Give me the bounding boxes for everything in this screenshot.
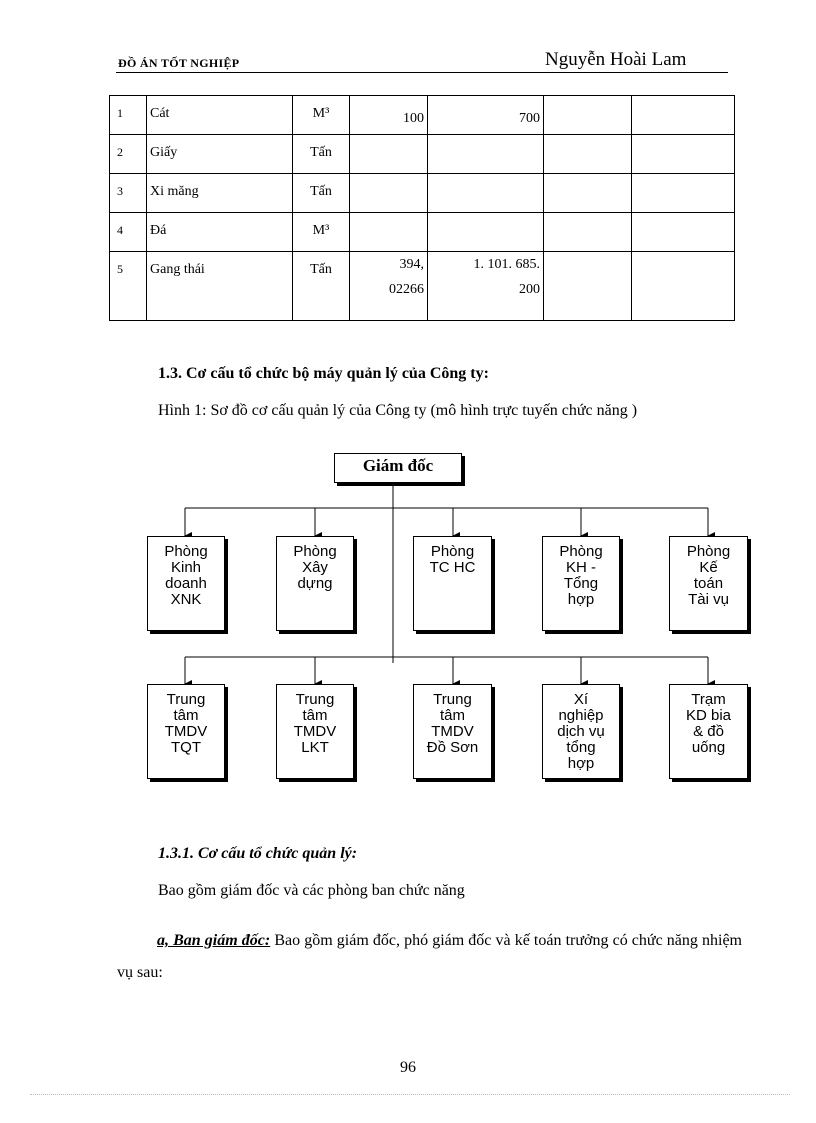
- box-line: hợp: [567, 755, 595, 772]
- box-line: dịch vụ: [557, 723, 605, 740]
- box-line: tâm: [302, 707, 328, 724]
- cell-no: 2: [110, 135, 147, 174]
- box-line: tâm: [173, 707, 199, 724]
- cell-value-line: 200: [519, 282, 540, 297]
- header-author: Nguyễn Hoài Lam: [545, 49, 687, 70]
- box-line: Trạm: [691, 691, 726, 708]
- box-line: Phòng: [559, 543, 603, 560]
- org-box-department: [276, 536, 354, 631]
- org-box-unit: [147, 684, 225, 779]
- box-line: doanh: [165, 575, 207, 592]
- box-line: Phòng: [686, 543, 731, 560]
- box-line: Xây: [302, 559, 328, 576]
- box-line: KD bia: [685, 707, 732, 724]
- box-line: nghiệp: [558, 707, 604, 724]
- cell-qty-line: 02266: [389, 282, 424, 297]
- box-line: tâm: [439, 707, 465, 724]
- section-title: 1.3. Cơ cấu tổ chức bộ máy quản lý của Công ty:: [158, 365, 489, 382]
- page-number: 96: [400, 1059, 416, 1076]
- cell-name: Cát: [147, 96, 293, 135]
- box-line: Trung: [433, 691, 472, 708]
- cell-qty-line: 394,: [399, 257, 424, 272]
- cell-name: Đá: [147, 213, 293, 252]
- cell-no: 3: [110, 174, 147, 213]
- cell-unit: Tấn: [293, 252, 350, 321]
- subsection-title: 1.3.1. Cơ cấu tổ chức quản lý:: [158, 845, 358, 862]
- box-line: TQT: [171, 739, 201, 756]
- paragraph-lead: a, Ban giám đốc:: [157, 932, 271, 949]
- cell-unit: M³: [293, 213, 350, 252]
- org-box-department: [147, 536, 225, 631]
- org-box-unit: [669, 684, 748, 779]
- box-line: Kế: [699, 559, 718, 576]
- org-box-unit: [276, 684, 354, 779]
- box-line: & đồ: [693, 723, 724, 740]
- box-line: Kinh: [170, 559, 202, 576]
- cell-name: Gang thái: [147, 252, 293, 321]
- box-line: KH -: [566, 559, 596, 576]
- box-line: TMDV: [293, 723, 337, 740]
- cell-unit: Tấn: [293, 135, 350, 174]
- paragraph-text: Bao gồm giám đốc, phó giám đốc và kế toán trưởng có chức năng nhiệm vụ sau:: [117, 932, 742, 981]
- box-line: Trung: [295, 691, 335, 708]
- box-line: hợp: [567, 591, 595, 608]
- cell-unit: M³: [293, 96, 350, 135]
- cell-no: 4: [110, 213, 147, 252]
- cell-no: 1: [110, 96, 147, 135]
- box-line: Đồ Sơn: [426, 739, 479, 756]
- org-box-department: [542, 536, 620, 631]
- cell-no: 5: [110, 252, 147, 321]
- figure-caption: Hình 1: Sơ đồ cơ cấu quản lý của Công ty (mô hình trực tuyến chức năng ): [158, 402, 638, 419]
- box-line: Xí: [573, 691, 589, 708]
- org-box-unit: [413, 684, 492, 779]
- org-box-director: Giám đốc: [334, 453, 462, 483]
- cell-unit: Tấn: [293, 174, 350, 213]
- cell-value: 700: [428, 96, 544, 135]
- box-line: LKT: [301, 739, 329, 756]
- box-line: Phòng: [164, 543, 208, 560]
- cell-qty: 100: [350, 96, 428, 135]
- box-line: Trung: [166, 691, 206, 708]
- cell-name: Giấy: [147, 135, 293, 174]
- box-line: uống: [691, 739, 726, 756]
- box-line: TMDV: [164, 723, 208, 740]
- box-line: Phòng: [430, 543, 475, 560]
- page-border: [30, 1094, 790, 1095]
- cell-name: Xi măng: [147, 174, 293, 213]
- box-line: TMDV: [431, 723, 474, 740]
- box-line: XNK: [170, 591, 202, 608]
- org-box-department: [413, 536, 492, 631]
- box-line: Tổng: [563, 575, 599, 592]
- org-box-unit: [542, 684, 620, 779]
- box-line: Phòng: [293, 543, 337, 560]
- header-left: ĐỒ ÁN TỐT NGHIỆP: [118, 56, 240, 70]
- box-line: Tài vụ: [688, 591, 729, 608]
- paragraph: [117, 925, 742, 989]
- box-line: tổng: [566, 739, 596, 756]
- cell-value-line: 1. 101. 685.: [473, 257, 540, 272]
- org-box-department: [669, 536, 748, 631]
- box-line: dựng: [297, 575, 333, 592]
- box-line: toán: [693, 575, 724, 592]
- box-line: TC HC: [429, 559, 476, 576]
- paragraph: Bao gồm giám đốc và các phòng ban chức năng: [158, 882, 465, 899]
